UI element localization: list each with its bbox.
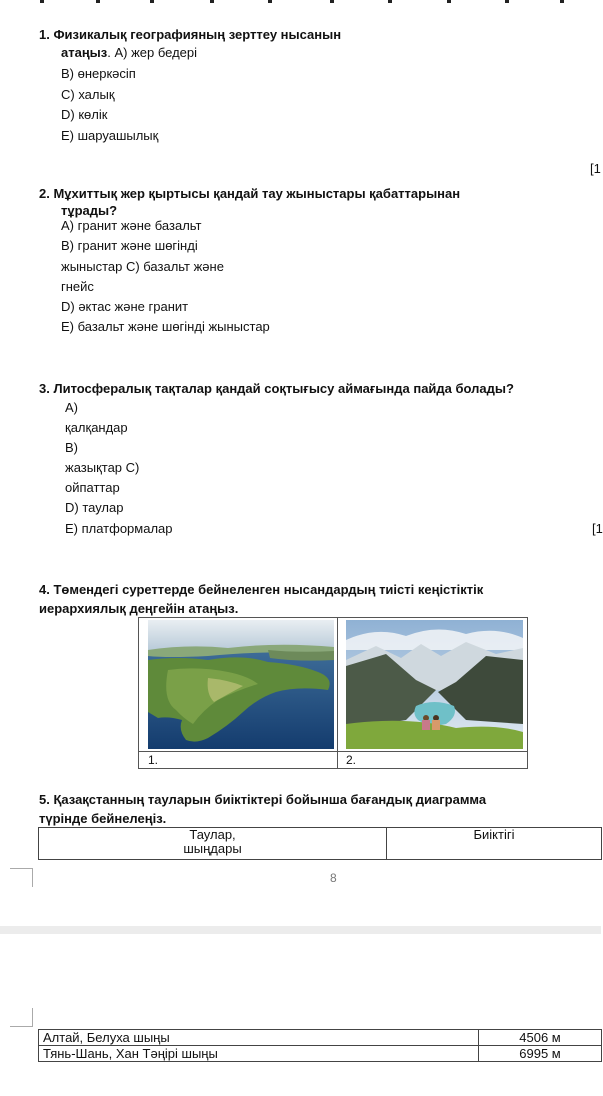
mountain-height: 6995 м: [479, 1046, 602, 1062]
page-corner-mark: [10, 1008, 33, 1027]
caption-2: 2.: [346, 753, 357, 767]
mountain-lake-photo: [346, 620, 523, 749]
caption-1: 1.: [148, 753, 159, 767]
q1-score-mark: [1: [590, 161, 601, 176]
header-mountains-line1: Таулар,: [189, 827, 236, 842]
header-mountains-line2: шыңдары: [183, 841, 242, 856]
q4-title-line2: иерархиялық деңгейін атаңыз.: [39, 601, 239, 616]
q3-option: ойпаттар: [65, 480, 120, 495]
q3-title: 3. Литосфералық тақталар қандай соқтығысу аймағында пайда болады?: [39, 381, 514, 396]
q1-title-bold: атаңыз: [61, 45, 108, 60]
table-row: [39, 1046, 602, 1062]
q2-option: В) гранит және шөгінді: [61, 238, 198, 253]
q1-option: Е) шаруашылық: [61, 128, 159, 143]
q4-title-line1: 4. Төмендегі суреттерде бейнеленген нысандардың тиісті кеңістіктік: [39, 582, 484, 597]
page-gap: [0, 926, 601, 934]
q1-option-a: . А) жер бедері: [107, 45, 198, 60]
q1-title-line2: [61, 43, 197, 63]
q5-title-line1: 5. Қазақстанның тауларын биіктіктері бойынша бағандық диаграмма: [39, 792, 487, 807]
header-height: Биіктігі: [387, 828, 602, 860]
q5-title-bold: түрінде бейнелеңіз.: [39, 811, 167, 826]
q3-option: В): [65, 440, 78, 455]
page-number: 8: [330, 871, 337, 885]
q2-option: А) гранит және базальт: [61, 218, 202, 233]
page-corner-mark: [10, 868, 33, 887]
mountain-name: Алтай, Белуха шыңы: [39, 1030, 479, 1046]
q1-title-line1: 1. Физикалық географияның зерттеу нысанын: [39, 27, 342, 42]
q1-option: В) өнеркәсіп: [61, 66, 136, 81]
q3-option: А): [65, 400, 78, 415]
q2-option: Е) базальт және шөгінді жыныстар: [61, 319, 270, 334]
q2-option: жыныстар С) базальт және: [61, 259, 224, 274]
q3-option: қалқандар: [65, 420, 128, 435]
q2-option: D) әктас және гранит: [61, 299, 189, 314]
q4-photo-table: [138, 617, 528, 769]
q3-option: D) таулар: [65, 500, 124, 515]
mountain-name: Тянь-Шань, Хан Тәңірі шыңы: [39, 1046, 479, 1062]
q2-option: гнейс: [61, 279, 94, 294]
q3-option: жазықтар С): [65, 460, 140, 475]
table-row: [39, 1030, 602, 1046]
q1-option: D) көлік: [61, 107, 108, 122]
caption-row: [139, 751, 527, 768]
q5-title-line2: [39, 810, 166, 827]
mountain-height: 4506 м: [479, 1030, 602, 1046]
cut-off-previous-text: [0, 0, 601, 6]
q2-title-line1: 2. Мұхиттық жер қыртысы қандай тау жыныстары қабаттарынан: [39, 186, 461, 201]
q3-option: Е) платформалар: [65, 521, 173, 536]
q1-option: С) халық: [61, 87, 115, 102]
header-mountains: [39, 828, 387, 860]
aerial-peninsula-photo: [148, 620, 334, 749]
q3-score-mark: [1: [592, 521, 603, 536]
q2-title-line2: тұрады?: [61, 203, 118, 218]
photo-divider: [337, 618, 338, 768]
mountains-table-rows: [38, 1029, 602, 1062]
mountains-table-header: [38, 827, 602, 860]
